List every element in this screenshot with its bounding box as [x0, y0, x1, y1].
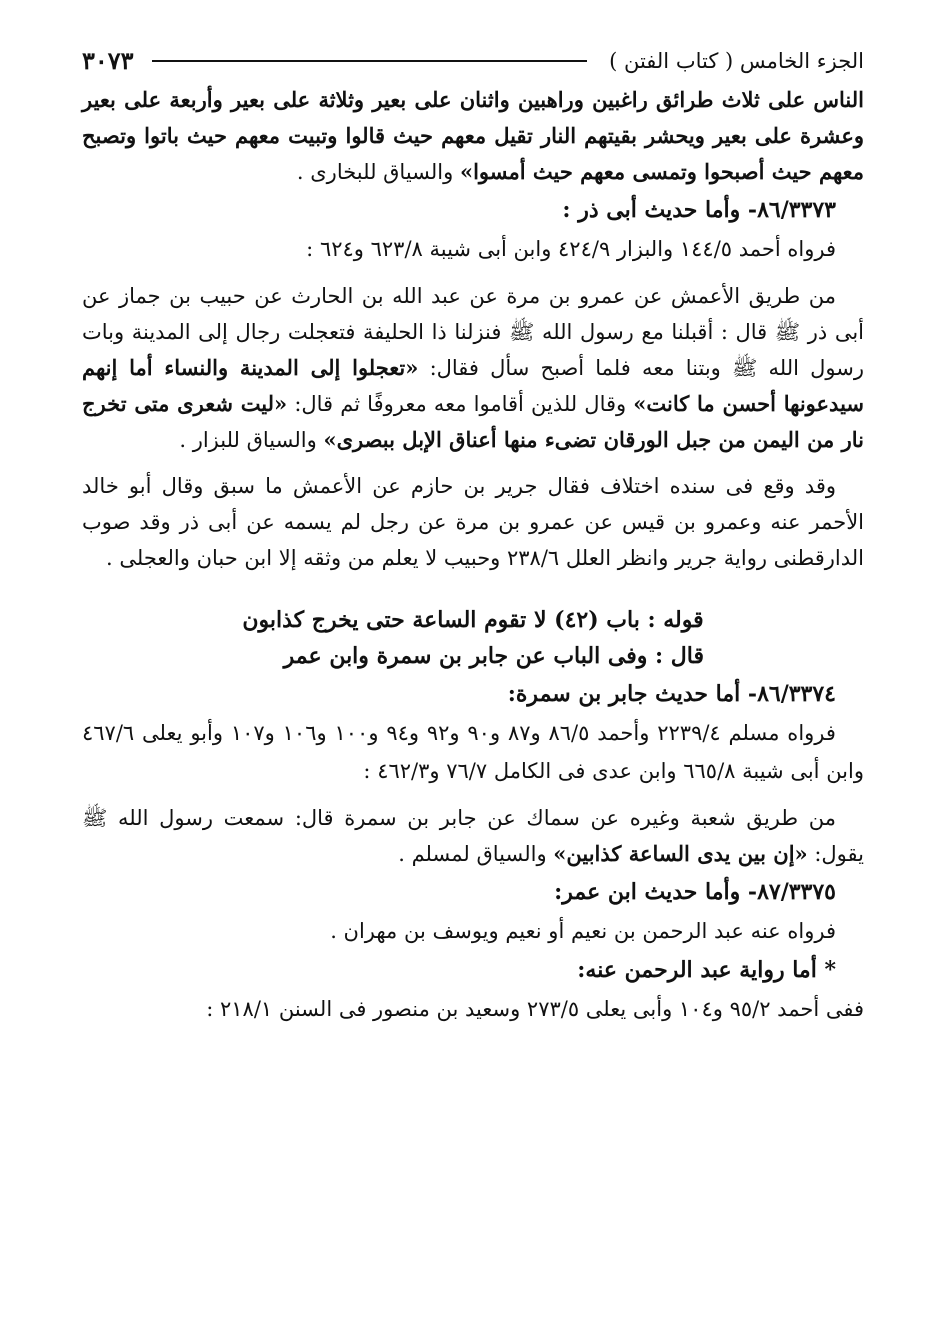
hadith-source-note: والسياق للبخارى .	[296, 160, 460, 184]
running-header	[82, 40, 864, 82]
page-number: ٣٠٧٣	[82, 46, 134, 75]
hadith-title-ibn-umar: ٨٧/٣٣٧٥- وأما حديث ابن عمر:	[554, 879, 836, 905]
hadith-sources-abd-al-rahman: ففى أحمد ٩٥/٢ و١٠٤ وأبى يعلى ٢٧٣/٥ وسعيد بن منصور فى السنن ٢١٨/١ :	[206, 997, 864, 1021]
hadith-title-jabir: ٨٦/٣٣٧٤- أما حديث جابر بن سمرة:	[507, 681, 836, 707]
quote-bold-2: «ليت شعرى متى تخرج نار من اليمن من جبل الورقان تضىء منها أعناق الإبل ببصرى»	[82, 391, 864, 452]
hadith-sources-abu-dharr: فرواه أحمد ١٤٤/٥ والبزار ٤٢٤/٩ وابن أبى شيبة ٦٢٣/٨ و٦٢٤ :	[306, 237, 836, 261]
page-body	[82, 82, 864, 1028]
source-attribution: والسياق للبزار .	[179, 428, 324, 452]
chapter-subheading: قال : وفى الباب عن جابر بن سمرة وابن عمر	[283, 643, 704, 669]
chain-text-jabir: من طريق شعبة وغيره عن سماك عن جابر بن سمرة قال: سمعت رسول الله ﷺ يقول:	[82, 806, 864, 866]
header-rule	[152, 60, 588, 62]
chain-text-2: وقال للذين أقاموا معه معروفًا ثم قال:	[287, 392, 634, 416]
hadith-text-bold: الناس على ثلاث طرائق راغبين وراهبين واثنان على بعير وثلاثة على بعير وأربعة على بعير وعشرة على بعير ويحشر بقيتهم النار تقيل معهم حيث قالوا وتبيت معهم حيث باتوا وتصبح معهم حيث أصبحوا وتمسى معهم حيث أمسوا»	[82, 87, 864, 184]
chain-text: من طريق الأعمش عن عمرو بن مرة عن عبد الله بن الحارث عن حبيب بن جماز عن أبى ذر ﷺ قال : أقبلنا مع رسول الله ﷺ فنزلنا ذا الحليفة فتعجلت رجال إلى المدينة وبات رسول الله ﷺ وبتنا معه فلما أصبح سأل فقال:	[82, 284, 864, 380]
chapter-heading: قوله : باب (٤٢) لا تقوم الساعة حتى يخرج كذابون	[242, 607, 704, 633]
hadith-sources-jabir: فرواه مسلم ٢٢٣٩/٤ وأحمد ٨٦/٥ و٨٧ و٩٠ و٩٢ و٩٤ و١٠٠ و١٠٦ و١٠٧ وأبو يعلى ٤٦٧/٦ وابن أبى شيبة ٦٦٥/٨ وابن عدى فى الكامل ٧٦/٧ و٤٦٢/٣ :	[82, 721, 864, 783]
running-title: الجزء الخامس ( كتاب الفتن )	[609, 49, 864, 73]
hadith-title-abu-dharr: ٨٦/٣٣٧٣- وأما حديث أبى ذر :	[562, 197, 836, 223]
source-attribution-jabir: والسياق لمسلم .	[398, 842, 554, 866]
isnad-note-paragraph: وقد وقع فى سنده اختلاف فقال جرير بن حازم عن الأعمش ما سبق وقال أبو خالد الأحمر عنه وعمرو بن قيس عن عمرو بن مرة عن رجل لم يسمه عن أبى ذر وقد صوب الدارقطنى رواية جرير وانظر العلل ٢٣٨/٦ وحبيب لا يعلم من وثقه إلا ابن حبان والعجلى .	[82, 474, 864, 570]
quote-bold-jabir: «إن بين يدى الساعة كذابين»	[553, 841, 808, 866]
hadith-sources-ibn-umar: فرواه عنه عبد الرحمن بن نعيم أو نعيم ويوسف بن مهران .	[330, 919, 836, 943]
paragraph-hadith-end	[82, 82, 864, 190]
sub-title-abd-al-rahman: * أما رواية عبد الرحمن عنه:	[577, 957, 836, 983]
hadith-chain-abu-dharr	[82, 278, 864, 458]
hadith-chain-jabir	[82, 800, 864, 872]
quote-bold-1: «تعجلوا إلى المدينة والنساء أما إنهم سيدعونها أحسن ما كانت»	[82, 355, 865, 416]
